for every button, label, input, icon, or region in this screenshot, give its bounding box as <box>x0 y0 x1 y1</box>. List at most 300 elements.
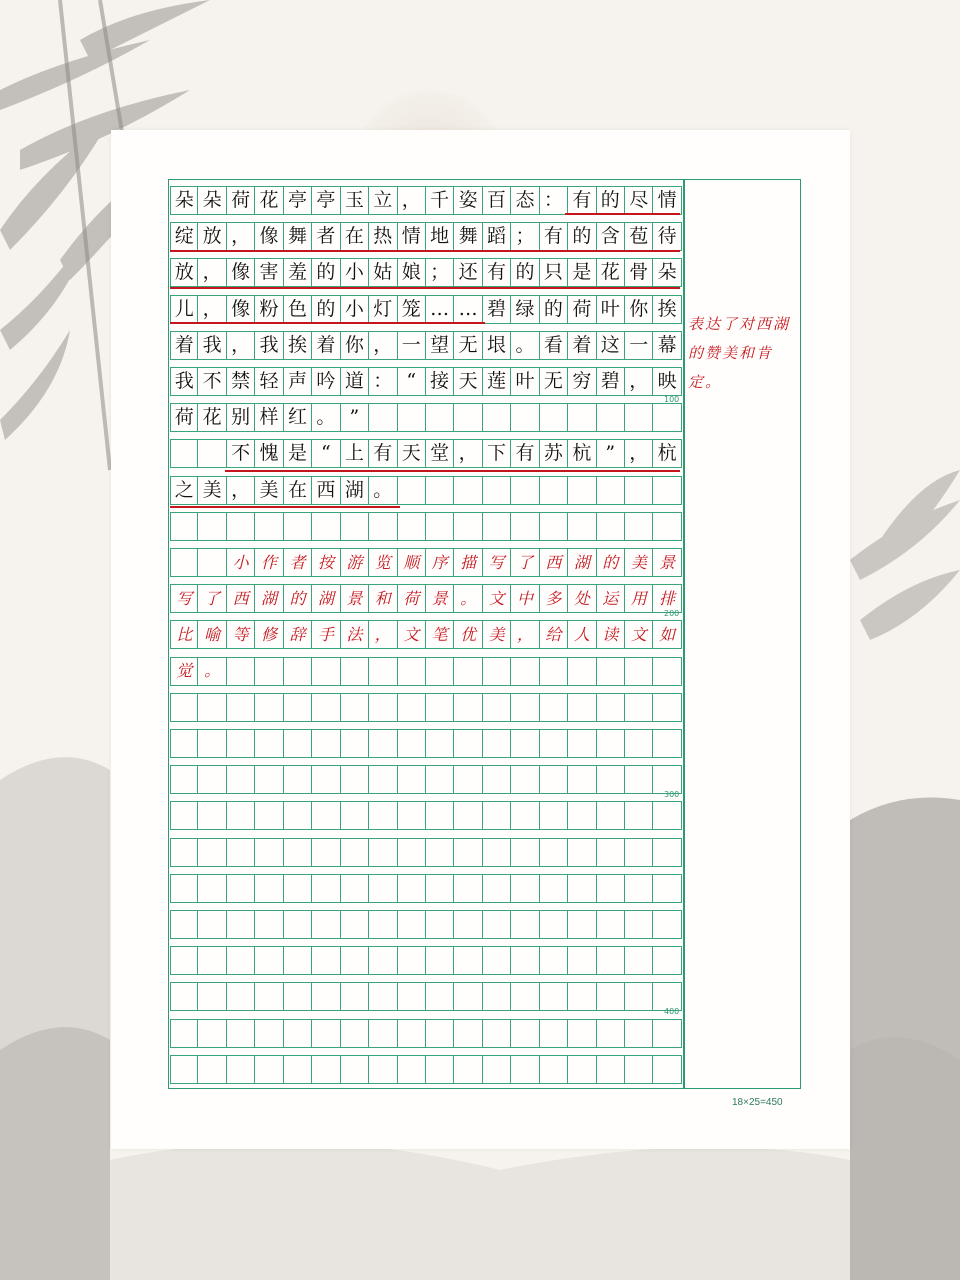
grid-cell: 别 <box>227 404 255 431</box>
grid-cell <box>284 694 312 721</box>
grid-cell: 我 <box>170 368 198 395</box>
grid-cell: 顺 <box>398 549 426 576</box>
grid-cell <box>511 694 539 721</box>
grid-cell <box>227 911 255 938</box>
grid-cell <box>426 766 454 793</box>
grid-cell <box>511 404 539 431</box>
grid-cell: ” <box>597 440 625 467</box>
grid-cell <box>341 911 369 938</box>
counter-mark-400: 400 <box>664 1007 680 1016</box>
grid-cell <box>170 983 198 1010</box>
grid-cell <box>483 658 511 685</box>
grid-cell: 写 <box>483 549 511 576</box>
grid-cell: 立 <box>369 187 397 214</box>
grid-cell <box>170 802 198 829</box>
grid-cell: 湖 <box>312 585 340 612</box>
grid-cell <box>568 404 596 431</box>
grid-cell <box>625 911 653 938</box>
grid-cell <box>426 911 454 938</box>
grid-cell <box>568 477 596 504</box>
grid-cell <box>597 513 625 540</box>
grid-cell <box>398 694 426 721</box>
grid-cell <box>568 1056 596 1083</box>
grid-cell <box>255 875 283 902</box>
grid-cell: 景 <box>426 585 454 612</box>
grid-cell <box>341 730 369 757</box>
grid-cell: 多 <box>540 585 568 612</box>
grid-row <box>170 186 682 215</box>
grid-cell: 叶 <box>597 296 625 323</box>
grid-cell: 荷 <box>227 187 255 214</box>
grid-cell <box>312 766 340 793</box>
grid-cell: 文 <box>625 621 653 648</box>
grid-cell <box>398 875 426 902</box>
grid-cell <box>341 1020 369 1047</box>
grid-cell <box>369 694 397 721</box>
grid-cell: 优 <box>454 621 482 648</box>
grid-cell: 待 <box>653 223 681 250</box>
grid-cell <box>312 1056 340 1083</box>
teacher-margin-comment: 表达了对西湖的赞美和肯定。 <box>688 315 791 391</box>
grid-cell: 这 <box>597 332 625 359</box>
grid-cell <box>540 947 568 974</box>
grid-cell <box>511 911 539 938</box>
grid-cell <box>426 839 454 866</box>
grid-cell: 。 <box>198 658 226 685</box>
grid-row <box>170 439 682 468</box>
grid-cell <box>198 802 226 829</box>
grid-cell: 的 <box>597 187 625 214</box>
grid-cell <box>255 802 283 829</box>
grid-cell <box>540 694 568 721</box>
underline-mark <box>565 213 680 215</box>
grid-cell <box>398 730 426 757</box>
grid-cell: ， <box>625 368 653 395</box>
grid-cell <box>170 694 198 721</box>
grid-cell <box>369 947 397 974</box>
grid-cell <box>398 658 426 685</box>
grid-cell: 地 <box>426 223 454 250</box>
grid-cell: 人 <box>568 621 596 648</box>
grid-cell: 喻 <box>198 621 226 648</box>
grid-cell: 的 <box>284 585 312 612</box>
grid-row <box>170 512 682 541</box>
grid-cell <box>312 875 340 902</box>
grid-cell: 荷 <box>398 585 426 612</box>
grid-cell: 愧 <box>255 440 283 467</box>
grid-cell <box>540 730 568 757</box>
grid-cell <box>341 766 369 793</box>
grid-cell: 用 <box>625 585 653 612</box>
grid-cell: 害 <box>255 259 283 286</box>
grid-cell: 情 <box>653 187 681 214</box>
grid-cell <box>198 911 226 938</box>
grid-cell <box>398 983 426 1010</box>
grid-cell <box>198 1020 226 1047</box>
grid-cell <box>454 1020 482 1047</box>
grid-cell <box>198 839 226 866</box>
grid-cell <box>454 839 482 866</box>
grid-cell <box>483 730 511 757</box>
grid-cell <box>454 730 482 757</box>
grid-cell <box>227 513 255 540</box>
grid-cell <box>426 694 454 721</box>
grid-cell <box>511 1020 539 1047</box>
grid-cell: 垠 <box>483 332 511 359</box>
grid-cell <box>568 658 596 685</box>
grid-cell: 手 <box>312 621 340 648</box>
grid-cell: 有 <box>511 440 539 467</box>
grid-cell <box>227 658 255 685</box>
grid-cell <box>426 875 454 902</box>
grid-cell <box>597 983 625 1010</box>
grid-row <box>170 403 682 432</box>
grid-cell <box>198 875 226 902</box>
grid-row <box>170 1055 682 1084</box>
grid-cell: 幕 <box>653 332 681 359</box>
bamboo-leaves-right <box>850 470 960 640</box>
grid-cell <box>597 404 625 431</box>
grid-cell <box>398 839 426 866</box>
grid-cell: 比 <box>170 621 198 648</box>
grid-cell <box>227 875 255 902</box>
grid-cell <box>483 875 511 902</box>
grid-cell: ， <box>454 440 482 467</box>
grid-cell: 的 <box>540 296 568 323</box>
grid-row <box>170 584 682 613</box>
grid-cell <box>568 766 596 793</box>
grid-cell <box>653 911 681 938</box>
grid-cell <box>312 983 340 1010</box>
grid-cell <box>284 802 312 829</box>
grid-cell <box>540 983 568 1010</box>
grid-cell: 苞 <box>625 223 653 250</box>
grid-cell <box>170 440 198 467</box>
grid-cell <box>653 947 681 974</box>
grid-cell <box>284 839 312 866</box>
grid-cell <box>255 983 283 1010</box>
grid-cell <box>511 730 539 757</box>
grid-cell: 上 <box>341 440 369 467</box>
grid-cell <box>597 766 625 793</box>
grid-cell <box>625 947 653 974</box>
grid-cell <box>454 477 482 504</box>
grid-cell <box>398 911 426 938</box>
grid-cell <box>255 730 283 757</box>
grid-cell <box>170 730 198 757</box>
grid-cell <box>341 694 369 721</box>
grid-cell: 羞 <box>284 259 312 286</box>
grid-cell: 堂 <box>426 440 454 467</box>
grid-cell: 处 <box>568 585 596 612</box>
grid-cell <box>426 658 454 685</box>
grid-cell: 辞 <box>284 621 312 648</box>
grid-cell: 美 <box>255 477 283 504</box>
grid-cell: 声 <box>284 368 312 395</box>
grid-cell: 给 <box>540 621 568 648</box>
grid-cell <box>597 658 625 685</box>
grid-cell: 玉 <box>341 187 369 214</box>
grid-cell <box>341 658 369 685</box>
grid-cell <box>653 694 681 721</box>
grid-cell <box>568 911 596 938</box>
grid-cell: 望 <box>426 332 454 359</box>
grid-cell: 映 <box>653 368 681 395</box>
grid-cell <box>483 1020 511 1047</box>
grid-cell <box>284 513 312 540</box>
grid-cell <box>511 477 539 504</box>
grid-cell <box>255 1020 283 1047</box>
grid-cell: 湖 <box>568 549 596 576</box>
grid-cell <box>255 766 283 793</box>
grid-cell: 放 <box>170 259 198 286</box>
grid-cell: 西 <box>312 477 340 504</box>
grid-cell <box>625 802 653 829</box>
grid-cell <box>369 404 397 431</box>
grid-cell <box>568 839 596 866</box>
grid-cell: 姑 <box>369 259 397 286</box>
grid-cell <box>227 839 255 866</box>
grid-cell <box>398 947 426 974</box>
grid-cell <box>540 513 568 540</box>
grid-cell <box>312 694 340 721</box>
grid-cell: ， <box>227 477 255 504</box>
grid-cell: 。 <box>369 477 397 504</box>
grid-cell: ， <box>369 332 397 359</box>
grid-cell <box>540 1020 568 1047</box>
grid-cell: 之 <box>170 477 198 504</box>
grid-cell <box>426 983 454 1010</box>
grid-cell <box>540 1056 568 1083</box>
grid-cell <box>369 911 397 938</box>
grid-cell: 花 <box>198 404 226 431</box>
grid-cell <box>369 1020 397 1047</box>
grid-cell: “ <box>312 440 340 467</box>
grid-cell <box>597 1020 625 1047</box>
grid-cell: 无 <box>454 332 482 359</box>
grid-cell: 。 <box>312 404 340 431</box>
grid-cell: 红 <box>284 404 312 431</box>
grid-cell <box>369 730 397 757</box>
grid-cell: 。 <box>454 585 482 612</box>
grid-cell <box>312 839 340 866</box>
grid-cell: 灯 <box>369 296 397 323</box>
grid-cell <box>398 477 426 504</box>
margin-divider <box>683 179 685 1089</box>
grid-cell: 接 <box>426 368 454 395</box>
grid-cell: 不 <box>198 368 226 395</box>
grid-cell <box>227 766 255 793</box>
grid-cell <box>227 694 255 721</box>
grid-cell <box>625 1056 653 1083</box>
grid-cell: 运 <box>597 585 625 612</box>
grid-cell <box>198 947 226 974</box>
grid-cell <box>625 658 653 685</box>
grid-cell: 湖 <box>341 477 369 504</box>
grid-cell: 者 <box>312 223 340 250</box>
grid-cell: 有 <box>483 259 511 286</box>
grid-cell <box>653 658 681 685</box>
grid-cell <box>284 1056 312 1083</box>
grid-cell: 序 <box>426 549 454 576</box>
grid-cell <box>483 911 511 938</box>
grid-cell <box>284 911 312 938</box>
grid-cell <box>454 911 482 938</box>
grid-cell <box>625 404 653 431</box>
grid-cell: ， <box>369 621 397 648</box>
grid-cell <box>625 875 653 902</box>
grid-cell: 吟 <box>312 368 340 395</box>
grid-cell: … <box>426 296 454 323</box>
grid-cell: 苏 <box>540 440 568 467</box>
grid-cell: 在 <box>341 223 369 250</box>
grid-cell: 的 <box>312 296 340 323</box>
underline-mark <box>170 250 680 252</box>
grid-cell: 色 <box>284 296 312 323</box>
grid-cell: ， <box>625 440 653 467</box>
grid-cell <box>625 766 653 793</box>
grid-cell <box>483 404 511 431</box>
grid-cell: 含 <box>597 223 625 250</box>
grid-cell: 朵 <box>170 187 198 214</box>
grid-cell: 放 <box>198 223 226 250</box>
grid-cell: 中 <box>511 585 539 612</box>
underline-mark <box>225 470 680 472</box>
grid-cell <box>511 947 539 974</box>
grid-cell: 姿 <box>454 187 482 214</box>
grid-cell <box>170 911 198 938</box>
grid-cell <box>255 911 283 938</box>
grid-cell: ， <box>398 187 426 214</box>
underline-mark <box>170 322 485 324</box>
grid-cell <box>198 694 226 721</box>
grid-cell <box>511 839 539 866</box>
grid-cell <box>597 875 625 902</box>
grid-cell <box>653 1020 681 1047</box>
grid-cell: 读 <box>597 621 625 648</box>
grid-cell: 碧 <box>597 368 625 395</box>
grid-cell: 娘 <box>398 259 426 286</box>
grid-cell <box>284 658 312 685</box>
grid-cell: ： <box>540 187 568 214</box>
grid-cell: 无 <box>540 368 568 395</box>
grid-cell <box>511 658 539 685</box>
grid-cell: 览 <box>369 549 397 576</box>
grid-cell: 绿 <box>511 296 539 323</box>
grid-cell <box>255 694 283 721</box>
grid-cell <box>369 1056 397 1083</box>
grid-cell: 莲 <box>483 368 511 395</box>
counter-mark-100: 100 <box>664 395 680 404</box>
grid-cell: 描 <box>454 549 482 576</box>
grid-cell: 你 <box>625 296 653 323</box>
grid-cell: 小 <box>341 259 369 286</box>
grid-cell <box>597 947 625 974</box>
grid-cell <box>198 730 226 757</box>
grid-cell: 一 <box>625 332 653 359</box>
grid-cell: 道 <box>341 368 369 395</box>
grid-cell <box>426 1020 454 1047</box>
grid-cell <box>227 1020 255 1047</box>
grid-cell: 朵 <box>198 187 226 214</box>
grid-cell <box>597 477 625 504</box>
grid-cell: 了 <box>198 585 226 612</box>
grid-cell: 和 <box>369 585 397 612</box>
grid-cell: ， <box>198 296 226 323</box>
grid-cell <box>398 404 426 431</box>
grid-cell <box>483 947 511 974</box>
grid-cell <box>198 549 226 576</box>
grid-cell <box>454 1056 482 1083</box>
grid-row <box>170 548 682 577</box>
counter-mark-300: 300 <box>664 790 680 799</box>
grid-cell: 在 <box>284 477 312 504</box>
grid-cell <box>198 513 226 540</box>
grid-cell <box>454 404 482 431</box>
grid-cell <box>170 875 198 902</box>
grid-cell: 的 <box>312 259 340 286</box>
grid-cell: 如 <box>653 621 681 648</box>
grid-cell: 像 <box>227 296 255 323</box>
grid-row <box>170 222 682 251</box>
grid-cell: 不 <box>227 440 255 467</box>
grid-cell <box>227 730 255 757</box>
grid-cell <box>540 839 568 866</box>
grid-cell <box>284 947 312 974</box>
grid-cell <box>511 1056 539 1083</box>
grid-cell <box>625 513 653 540</box>
grid-cell <box>568 875 596 902</box>
grid-cell <box>625 477 653 504</box>
grid-cell: 文 <box>398 621 426 648</box>
grid-cell: ， <box>227 223 255 250</box>
grid-cell <box>312 1020 340 1047</box>
grid-cell <box>483 766 511 793</box>
grid-cell: 舞 <box>454 223 482 250</box>
grid-cell <box>369 875 397 902</box>
grid-cell: 千 <box>426 187 454 214</box>
grid-cell: 景 <box>341 585 369 612</box>
grid-cell <box>426 947 454 974</box>
grid-cell <box>511 802 539 829</box>
grid-cell: 只 <box>540 259 568 286</box>
grid-cell <box>398 1020 426 1047</box>
grid-cell: 了 <box>511 549 539 576</box>
grid-cell: 笔 <box>426 621 454 648</box>
grid-cell: 是 <box>284 440 312 467</box>
grid-cell <box>454 875 482 902</box>
grid-cell <box>454 766 482 793</box>
grid-cell: 亭 <box>284 187 312 214</box>
grid-cell: 有 <box>369 440 397 467</box>
grid-cell: 美 <box>198 477 226 504</box>
grid-cell <box>312 513 340 540</box>
grid-cell: 粉 <box>255 296 283 323</box>
grid-cell <box>426 513 454 540</box>
grid-cell: 着 <box>312 332 340 359</box>
grid-cell: 挨 <box>284 332 312 359</box>
grid-cell: 着 <box>568 332 596 359</box>
grid-cell: 小 <box>227 549 255 576</box>
grid-cell: 态 <box>511 187 539 214</box>
grid-cell <box>483 802 511 829</box>
grid-cell: 者 <box>284 549 312 576</box>
grid-cell <box>426 730 454 757</box>
grid-cell <box>568 730 596 757</box>
grid-cell <box>341 1056 369 1083</box>
grid-cell: 花 <box>597 259 625 286</box>
grid-cell: 有 <box>568 187 596 214</box>
